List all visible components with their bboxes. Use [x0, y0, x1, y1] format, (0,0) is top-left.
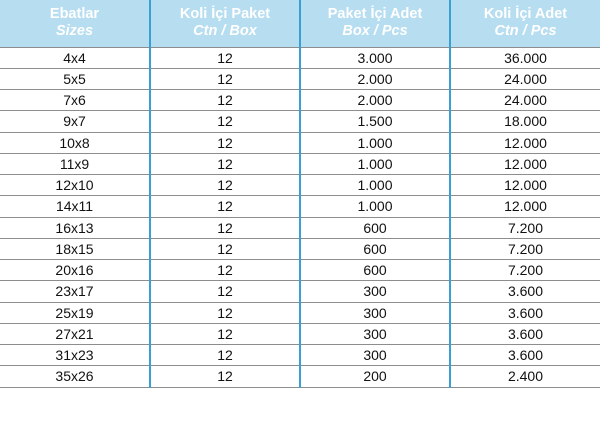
cell-ctn-box: 12 — [150, 175, 300, 196]
header-sizes-tr: Ebatlar — [49, 6, 100, 23]
cell-box-pcs: 600 — [300, 260, 450, 281]
cell-box-pcs: 1.000 — [300, 132, 450, 153]
table-row — [0, 217, 600, 238]
cell-ctn-box: 12 — [150, 47, 300, 68]
table-row — [0, 68, 600, 89]
cell-ctn-pcs: 7.200 — [450, 260, 600, 281]
table-row — [0, 366, 600, 387]
cell-box-pcs: 1.500 — [300, 111, 450, 132]
cell-size: 27x21 — [0, 323, 150, 344]
cell-box-pcs: 300 — [300, 302, 450, 323]
cell-ctn-pcs: 24.000 — [450, 90, 600, 111]
cell-ctn-box: 12 — [150, 238, 300, 259]
header-sizes — [0, 0, 150, 47]
table-row — [0, 323, 600, 344]
cell-size: 23x17 — [0, 281, 150, 302]
cell-ctn-pcs: 3.600 — [450, 302, 600, 323]
cell-ctn-pcs: 3.600 — [450, 345, 600, 366]
header-ctn-box-en: Ctn / Box — [193, 23, 257, 40]
table-row — [0, 302, 600, 323]
cell-size: 11x9 — [0, 153, 150, 174]
cell-ctn-box: 12 — [150, 260, 300, 281]
cell-ctn-pcs: 36.000 — [450, 47, 600, 68]
cell-ctn-pcs: 18.000 — [450, 111, 600, 132]
cell-box-pcs: 200 — [300, 366, 450, 387]
cell-size: 14x11 — [0, 196, 150, 217]
cell-box-pcs: 1.000 — [300, 196, 450, 217]
header-ctn-pcs-tr: Koli İçi Adet — [483, 6, 568, 23]
cell-size: 20x16 — [0, 260, 150, 281]
table-row — [0, 238, 600, 259]
header-box-pcs-en: Box / Pcs — [342, 23, 408, 40]
cell-ctn-box: 12 — [150, 111, 300, 132]
cell-box-pcs: 1.000 — [300, 153, 450, 174]
cell-size: 31x23 — [0, 345, 150, 366]
cell-ctn-pcs: 12.000 — [450, 196, 600, 217]
cell-size: 9x7 — [0, 111, 150, 132]
header-row — [0, 0, 600, 47]
cell-ctn-pcs: 12.000 — [450, 132, 600, 153]
cell-ctn-pcs: 12.000 — [450, 153, 600, 174]
table-row — [0, 111, 600, 132]
cell-box-pcs: 600 — [300, 238, 450, 259]
cell-ctn-box: 12 — [150, 281, 300, 302]
cell-ctn-pcs: 2.400 — [450, 366, 600, 387]
cell-ctn-box: 12 — [150, 132, 300, 153]
cell-ctn-pcs: 24.000 — [450, 68, 600, 89]
cell-ctn-pcs: 7.200 — [450, 238, 600, 259]
table-body — [0, 47, 600, 387]
cell-ctn-box: 12 — [150, 68, 300, 89]
table-row — [0, 260, 600, 281]
cell-ctn-pcs: 12.000 — [450, 175, 600, 196]
table-row — [0, 90, 600, 111]
header-sizes-en: Sizes — [55, 23, 94, 40]
cell-box-pcs: 2.000 — [300, 90, 450, 111]
cell-ctn-box: 12 — [150, 302, 300, 323]
header-ctn-pcs — [450, 0, 600, 47]
cell-box-pcs: 300 — [300, 323, 450, 344]
table-row — [0, 47, 600, 68]
cell-ctn-pcs: 7.200 — [450, 217, 600, 238]
table-row — [0, 345, 600, 366]
cell-box-pcs: 300 — [300, 345, 450, 366]
cell-ctn-box: 12 — [150, 345, 300, 366]
table-row — [0, 196, 600, 217]
cell-box-pcs: 300 — [300, 281, 450, 302]
cell-ctn-box: 12 — [150, 323, 300, 344]
header-ctn-box-tr: Koli İçi Paket — [179, 6, 271, 23]
header-box-pcs — [300, 0, 450, 47]
cell-size: 18x15 — [0, 238, 150, 259]
cell-box-pcs: 2.000 — [300, 68, 450, 89]
table-header — [0, 0, 600, 47]
cell-box-pcs: 600 — [300, 217, 450, 238]
cell-ctn-box: 12 — [150, 366, 300, 387]
cell-size: 35x26 — [0, 366, 150, 387]
header-box-pcs-tr: Paket İçi Adet — [327, 6, 423, 23]
table-row — [0, 175, 600, 196]
cell-size: 12x10 — [0, 175, 150, 196]
cell-size: 10x8 — [0, 132, 150, 153]
table-row — [0, 281, 600, 302]
cell-size: 4x4 — [0, 47, 150, 68]
cell-ctn-pcs: 3.600 — [450, 281, 600, 302]
cell-ctn-box: 12 — [150, 217, 300, 238]
cell-size: 16x13 — [0, 217, 150, 238]
table-row — [0, 132, 600, 153]
cell-ctn-box: 12 — [150, 153, 300, 174]
table-row — [0, 153, 600, 174]
cell-ctn-box: 12 — [150, 90, 300, 111]
cell-size: 25x19 — [0, 302, 150, 323]
cell-size: 5x5 — [0, 68, 150, 89]
cell-size: 7x6 — [0, 90, 150, 111]
cell-box-pcs: 1.000 — [300, 175, 450, 196]
cell-ctn-pcs: 3.600 — [450, 323, 600, 344]
cell-ctn-box: 12 — [150, 196, 300, 217]
cell-box-pcs: 3.000 — [300, 47, 450, 68]
header-ctn-pcs-en: Ctn / Pcs — [494, 23, 557, 40]
header-ctn-box — [150, 0, 300, 47]
